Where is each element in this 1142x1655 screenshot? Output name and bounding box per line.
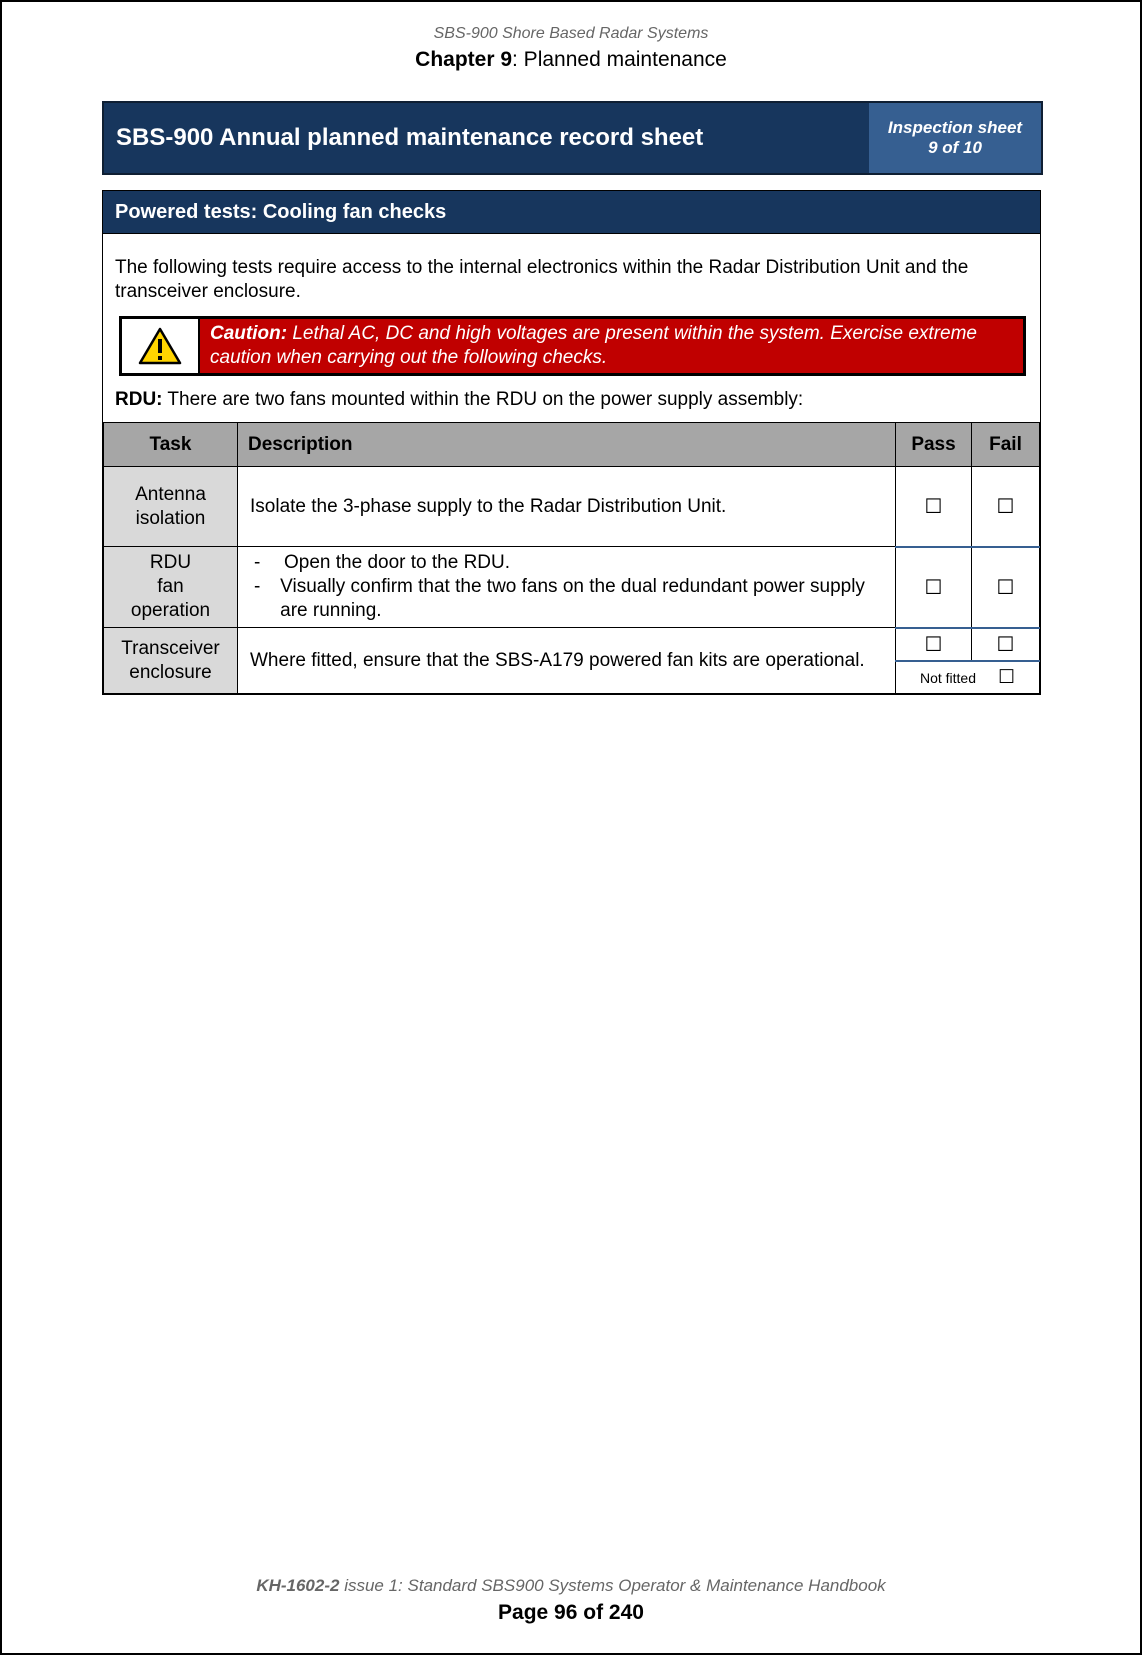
- task-name-line: Antenna: [135, 483, 206, 505]
- task-name-line: RDU: [149, 552, 192, 573]
- chapter-label: Chapter 9: [415, 48, 513, 71]
- caution-message: [200, 319, 1023, 373]
- rdu-note: [103, 376, 1040, 422]
- not-fitted-label: Not fitted: [919, 669, 976, 686]
- sheet-title: SBS-900 Annual planned maintenance record sheet: [104, 103, 869, 173]
- table-row: [104, 467, 1040, 547]
- task-name-line: Transceiver: [121, 637, 220, 659]
- list-item-text: Open the door to the RDU.: [284, 552, 511, 573]
- page-number: Page 96 of 240: [498, 1601, 644, 1624]
- section-intro: The following tests require access to the internal electronics within the Radar Distribution Unit and the transceiver enclosure.: [115, 257, 969, 302]
- list-item: [250, 551, 883, 575]
- fail-checkbox[interactable]: ☐: [972, 628, 1040, 661]
- task-name-line: fan: [157, 576, 184, 597]
- bullet-dash: -: [254, 576, 261, 597]
- document-code: KH-1602-2: [256, 1576, 340, 1595]
- caution-box: [119, 316, 1026, 376]
- description-cell: [238, 547, 896, 628]
- running-header: [2, 24, 1140, 74]
- task-name-line: enclosure: [129, 661, 212, 683]
- not-fitted-cell: [896, 661, 1040, 694]
- inspection-sheet-count: 9 of 10: [928, 138, 982, 157]
- fail-checkbox[interactable]: ☐: [972, 547, 1040, 628]
- header-fail: Fail: [972, 423, 1040, 467]
- rdu-text: There are two fans mounted within the RDU on the power supply assembly:: [162, 389, 804, 410]
- inspection-sheet-label: Inspection sheet: [887, 118, 1023, 137]
- list-item-text: Visually confirm that the two fans on the dual redundant power supply are running.: [280, 576, 865, 621]
- chapter-heading: [2, 46, 1140, 74]
- caution-text: Lethal AC, DC and high voltages are present within the system. Exercise extreme caution when carrying out the following checks.: [210, 323, 978, 368]
- warning-triangle-icon: [122, 319, 200, 373]
- cooling-fan-section: [102, 190, 1041, 695]
- task-name-line: isolation: [135, 507, 206, 529]
- pass-checkbox[interactable]: ☐: [896, 467, 972, 547]
- bullet-dash: -: [254, 552, 261, 573]
- not-fitted-checkbox[interactable]: ☐: [997, 666, 1016, 688]
- pass-checkbox[interactable]: ☐: [896, 547, 972, 628]
- header-pass: Pass: [896, 423, 972, 467]
- chapter-title: : Planned maintenance: [512, 48, 727, 71]
- page-footer: [2, 1575, 1140, 1627]
- task-cell: [104, 467, 238, 547]
- caution-label: Caution:: [210, 323, 288, 344]
- inspection-sheet-badge: [869, 103, 1041, 173]
- task-name-line: operation: [130, 600, 211, 621]
- description-cell: Where fitted, ensure that the SBS-A179 powered fan kits are operational.: [238, 628, 896, 694]
- header-task: Task: [104, 423, 238, 467]
- document-series-title: SBS-900 Shore Based Radar Systems: [433, 25, 709, 42]
- task-cell: [104, 547, 238, 628]
- sheet-title-bar: [102, 101, 1043, 175]
- description-cell: Isolate the 3-phase supply to the Radar Distribution Unit.: [238, 467, 896, 547]
- task-cell: [104, 628, 238, 694]
- pass-checkbox[interactable]: ☐: [896, 628, 972, 661]
- document-title: issue 1: Standard SBS900 Systems Operator & Maintenance Handbook: [339, 1576, 886, 1595]
- document-reference: [2, 1575, 1140, 1597]
- rdu-label: RDU:: [115, 389, 163, 410]
- list-item: [250, 575, 883, 623]
- task-table: [103, 422, 1040, 694]
- table-row: [104, 628, 1040, 661]
- table-header-row: [104, 423, 1040, 467]
- table-row: [104, 547, 1040, 628]
- section-heading: Powered tests: Cooling fan checks: [103, 191, 1040, 234]
- fail-checkbox[interactable]: ☐: [972, 467, 1040, 547]
- header-description: Description: [238, 423, 896, 467]
